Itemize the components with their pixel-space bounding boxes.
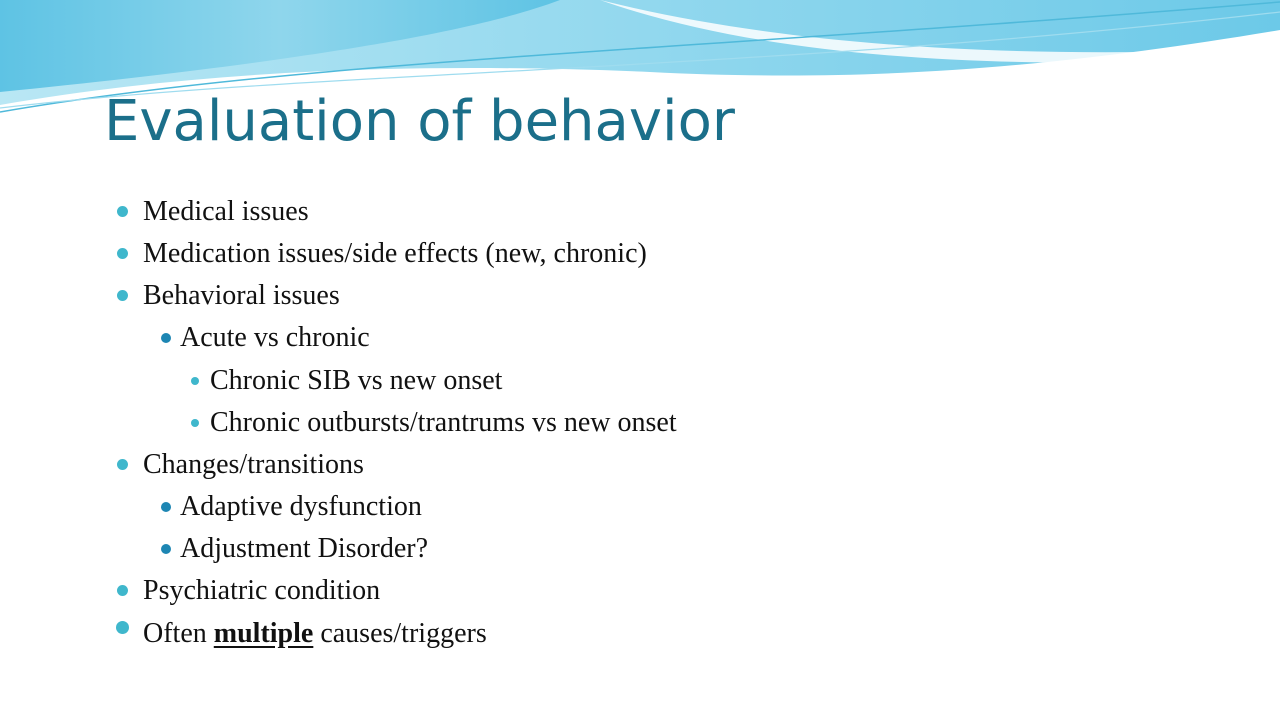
bullet-text: Psychiatric condition [143, 575, 381, 606]
bullet-text: Adjustment Disorder? [180, 533, 429, 564]
bullet-dot-icon [117, 248, 128, 259]
bullet-text-prefix: Often [143, 618, 214, 649]
bullet-dot-icon [161, 333, 171, 343]
bullet-item [143, 577, 380, 605]
bullet-dot-icon [117, 206, 128, 217]
bullet-text: Adaptive dysfunction [180, 491, 422, 522]
bullet-item-emphasis [143, 620, 487, 648]
bullet-text-suffix: causes/triggers [313, 618, 487, 649]
bullet-dot-icon [191, 419, 199, 427]
bullet-item [143, 198, 309, 226]
bullet-text: Chronic SIB vs new onset [210, 365, 503, 396]
sub-bullet-item [180, 324, 370, 352]
bullet-text: Acute vs chronic [180, 322, 370, 353]
bullet-text-emphasis: multiple [213, 618, 314, 649]
bullet-text: Chronic outbursts/trantrums vs new onset [210, 407, 677, 438]
bullet-text: Medication issues/side effects (new, chronic) [143, 238, 647, 269]
bullet-dot-icon [116, 621, 129, 634]
bullet-dot-icon [191, 377, 199, 385]
bullet-text: Behavioral issues [143, 280, 340, 311]
bullet-text: Changes/transitions [143, 449, 364, 480]
slide-title: Evaluation of behavior [104, 89, 735, 154]
bullet-dot-icon [117, 585, 128, 596]
bullet-dot-icon [161, 544, 171, 554]
sub-bullet-item [180, 493, 422, 521]
bullet-item [143, 282, 340, 310]
bullet-text: Medical issues [143, 196, 309, 227]
bullet-item [143, 451, 364, 479]
bullet-dot-icon [117, 459, 128, 470]
sub-sub-bullet-item [210, 367, 502, 395]
bullet-item [143, 240, 647, 268]
sub-bullet-item [180, 535, 428, 563]
bullet-dot-icon [161, 502, 171, 512]
sub-sub-bullet-item [210, 409, 677, 437]
bullet-dot-icon [117, 290, 128, 301]
